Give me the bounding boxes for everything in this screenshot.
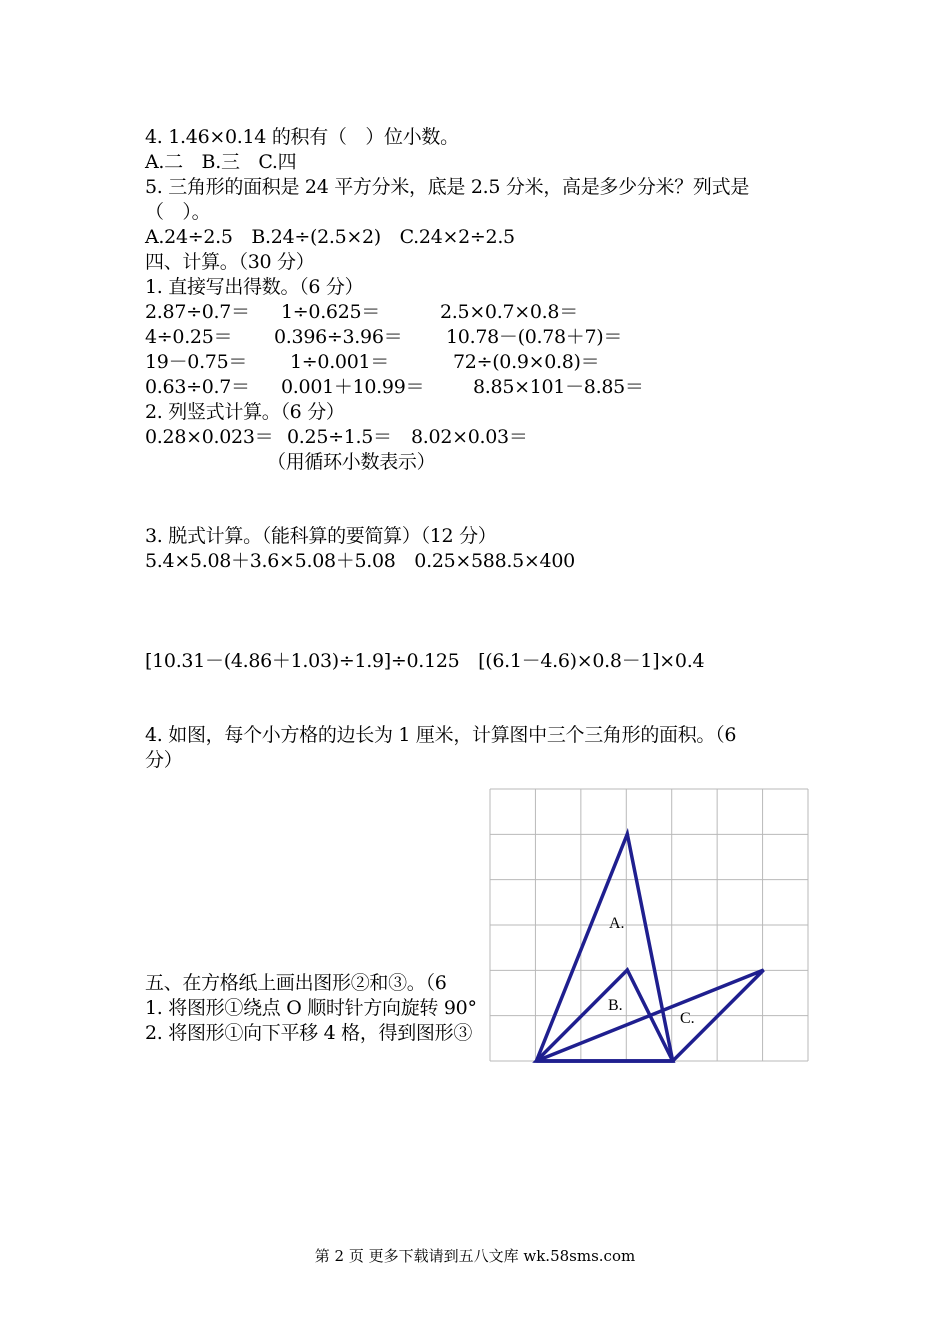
page-footer: 第 2 页 更多下载请到五八文库 wk.58sms.com bbox=[314, 1247, 636, 1265]
calc-item: 8.85×101－8.85＝ bbox=[473, 376, 644, 398]
vertical-calc-item: 0.28×0.023＝ bbox=[145, 426, 274, 448]
calc-item: 2.87÷0.7＝ bbox=[145, 301, 250, 323]
question-5-options: A.24÷2.5 B.24÷(2.5×2) C.24×2÷2.5 bbox=[145, 226, 515, 248]
calc-item: 2.5×0.7×0.8＝ bbox=[440, 301, 578, 323]
part-2-title: 2. 列竖式计算。（6 分） bbox=[145, 401, 345, 423]
part-4-line2: 分） bbox=[145, 749, 183, 771]
calc-item: 4÷0.25＝ bbox=[145, 326, 233, 348]
part-3-row2: [10.31－(4.86＋1.03)÷1.9]÷0.125 [(6.1－4.6)×0.8－1]×0.4 bbox=[145, 650, 705, 672]
calc-item: 0.396÷3.96＝ bbox=[274, 326, 403, 348]
part-3-title: 3. 脱式计算。（能科算的要简算）（12 分） bbox=[145, 525, 497, 547]
label-a: A. bbox=[609, 915, 625, 932]
section-5-item1: 1. 将图形①绕点 O 顺时针方向旋转 90° bbox=[145, 997, 477, 1019]
calc-item: 0.001＋10.99＝ bbox=[281, 376, 425, 398]
part-3-row1: 5.4×5.08＋3.6×5.08＋5.08 0.25×588.5×400 bbox=[145, 550, 575, 572]
question-5-line1: 5. 三角形的面积是 24 平方分米，底是 2.5 分米，高是多少分米？列式是 bbox=[145, 176, 750, 198]
vertical-calc-item: 8.02×0.03＝ bbox=[411, 426, 528, 448]
triangle-grid-figure bbox=[489, 788, 811, 1064]
calc-item: 72÷(0.9×0.8)＝ bbox=[453, 351, 600, 373]
label-b: B. bbox=[608, 997, 623, 1014]
question-4: 4. 1.46×0.14 的积有（ ）位小数。 bbox=[145, 126, 459, 148]
question-5-line2: （ ）。 bbox=[145, 201, 211, 223]
section-4-title: 四、计算。（30 分） bbox=[145, 251, 315, 273]
question-4-options: A.二 B.三 C.四 bbox=[145, 151, 297, 173]
section-5-title: 五、在方格纸上画出图形②和③。（6 bbox=[145, 972, 447, 994]
calc-item: 1÷0.625＝ bbox=[281, 301, 381, 323]
label-c: C. bbox=[680, 1010, 695, 1027]
recurring-decimal-note: （用循环小数表示） bbox=[267, 451, 436, 473]
part-1-title: 1. 直接写出得数。（6 分） bbox=[145, 276, 364, 298]
calc-item: 1÷0.001＝ bbox=[290, 351, 390, 373]
calc-item: 10.78－(0.78＋7)＝ bbox=[446, 326, 623, 348]
calc-item: 0.63÷0.7＝ bbox=[145, 376, 250, 398]
part-4-line1: 4. 如图，每个小方格的边长为 1 厘米，计算图中三个三角形的面积。（6 bbox=[145, 724, 737, 746]
section-5-item2: 2. 将图形①向下平移 4 格，得到图形③ bbox=[145, 1022, 473, 1044]
vertical-calc-item: 0.25÷1.5＝ bbox=[287, 426, 392, 448]
calc-item: 19－0.75＝ bbox=[145, 351, 248, 373]
